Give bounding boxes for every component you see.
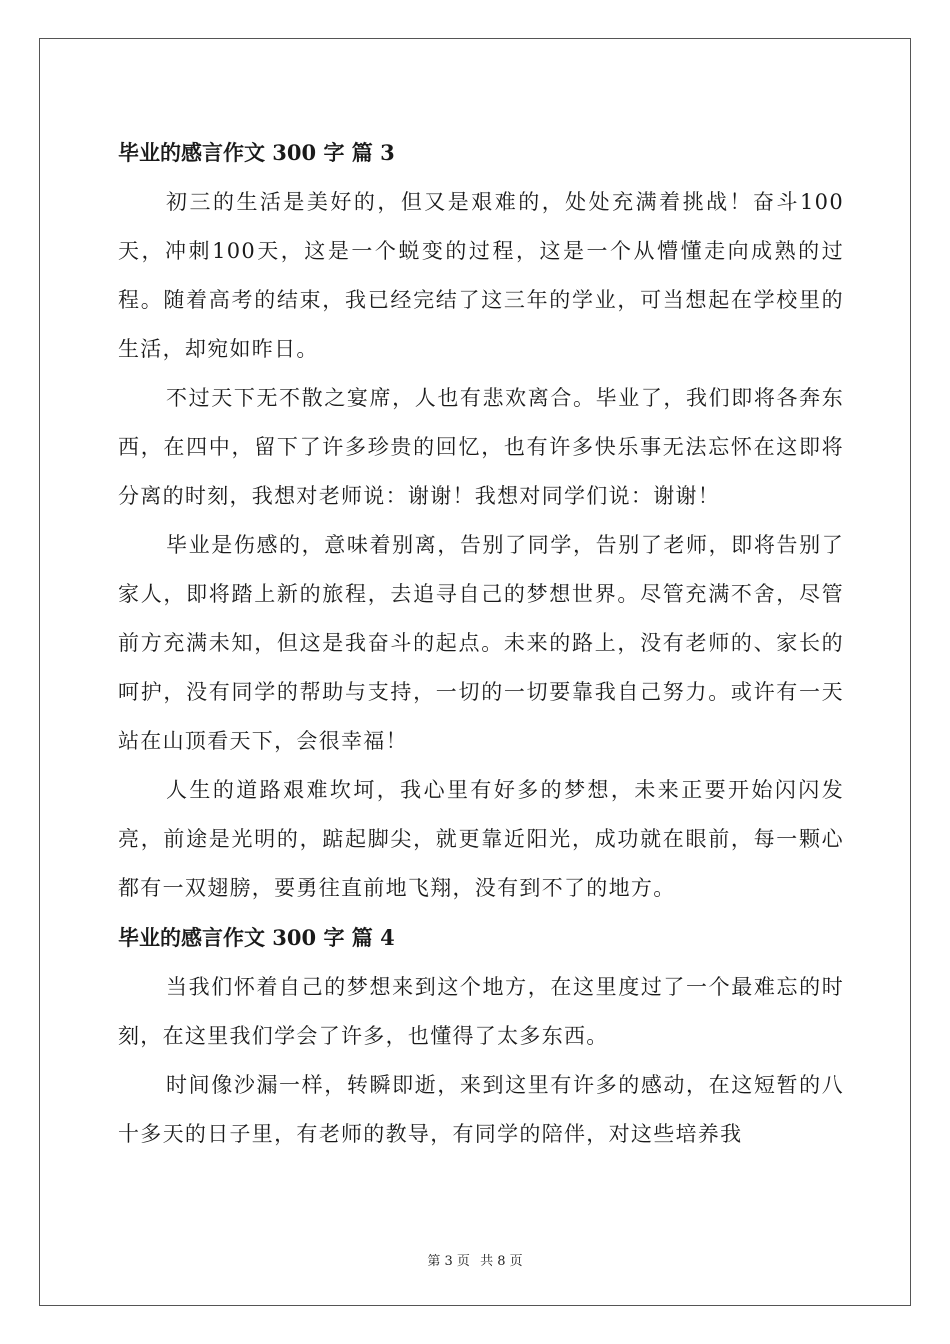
paragraph: 不过天下无不散之宴席，人也有悲欢离合。毕业了，我们即将各奔东西，在四中，留下了许多珍贵的回忆，也有许多快乐事无法忘怀在这即将分离的时刻，我想对老师说：谢谢！我想对同学们说：谢谢！ [118,386,844,508]
section-heading: 毕业的感言作文 300 字 篇 4 [118,925,395,950]
paragraph: 毕业是伤感的，意味着别离，告别了同学，告别了老师，即将告别了家人，即将踏上新的旅程，去追寻自己的梦想世界。尽管充满不舍，尽管前方充满未知，但这是我奋斗的起点。未来的路上，没有老师的、家长的呵护，没有同学的帮助与支持，一切的一切要靠我自己努力。或许有一天站在山顶看天下，会很幸福！ [118,533,844,753]
section-4 [118,913,844,1159]
paragraph: 初三的生活是美好的，但又是艰难的，处处充满着挑战！奋斗100天，冲刺100天，这是一个蜕变的过程，这是一个从懵懂走向成熟的过程。随着高考的结束，我已经完结了这三年的学业，可当想起在学校里的生活，却宛如昨日。 [118,190,844,361]
paragraph: 当我们怀着自己的梦想来到这个地方，在这里度过了一个最难忘的时刻，在这里我们学会了许多，也懂得了太多东西。 [118,975,844,1048]
paragraph: 人生的道路艰难坎坷，我心里有好多的梦想，未来正要开始闪闪发亮，前途是光明的，踮起脚尖，就更靠近阳光，成功就在眼前，每一颗心都有一双翅膀，要勇往直前地飞翔，没有到不了的地方。 [118,778,844,900]
current-page-label: 第 3 页 [427,1254,470,1269]
document-body [118,128,844,1159]
paragraph: 时间像沙漏一样，转瞬即逝，来到这里有许多的感动，在这短暂的八十多天的日子里，有老师的教导，有同学的陪伴，对这些培养我 [118,1073,844,1146]
total-pages-label: 共 8 页 [480,1254,523,1269]
section-heading: 毕业的感言作文 300 字 篇 3 [118,140,395,165]
page-footer [0,1250,950,1269]
section-3 [118,128,844,913]
